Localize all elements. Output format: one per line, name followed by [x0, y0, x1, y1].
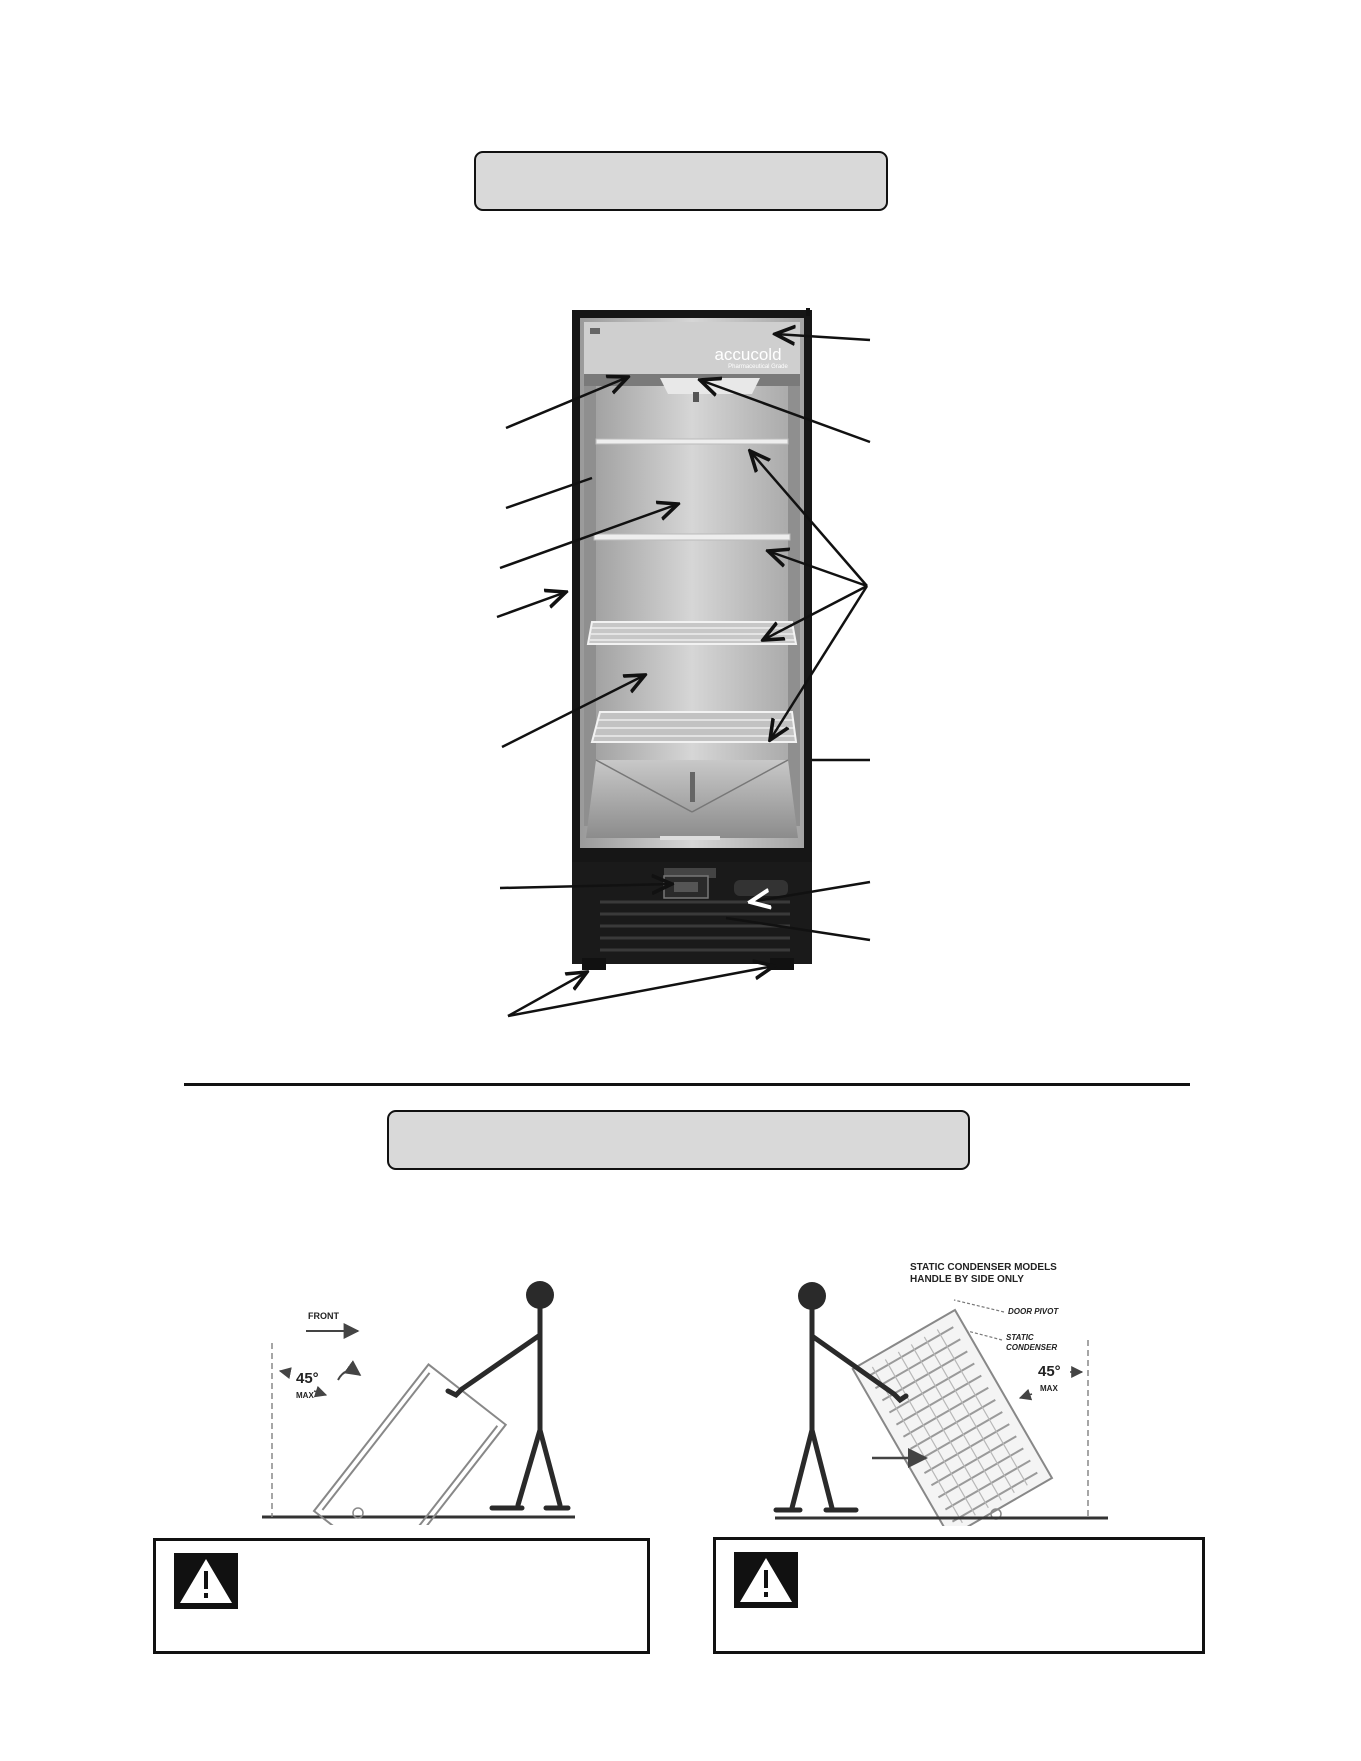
refrigerator-diagram	[0, 290, 1361, 1030]
logo-text: accucold	[714, 345, 782, 364]
warning-box-right	[713, 1537, 1205, 1654]
handling-diagram-front	[250, 1265, 590, 1525]
static-condenser-label-1: STATIC	[1006, 1333, 1034, 1342]
static-heading-line1: STATIC CONDENSER MODELS	[910, 1262, 1057, 1273]
door-pivot-label: DOOR PIVOT	[1008, 1307, 1059, 1316]
section-title-box-handling	[387, 1110, 970, 1170]
shelf-4	[592, 712, 796, 742]
shelf-3	[588, 622, 796, 644]
front-label: FRONT	[308, 1311, 339, 1321]
shelf-2	[594, 534, 790, 540]
angle-label-right: 45°	[1038, 1363, 1061, 1380]
section-divider	[184, 1083, 1190, 1086]
angle-label-left: 45°	[296, 1370, 319, 1387]
warning-triangle-icon	[734, 1552, 798, 1608]
shelf-1	[596, 439, 788, 444]
section-title-box-parts	[474, 151, 888, 211]
warning-box-left	[153, 1538, 650, 1654]
angle-unit-left: MAX	[296, 1391, 314, 1400]
handling-diagram-side	[770, 1258, 1120, 1526]
static-condenser-label-2: CONDENSER	[1006, 1343, 1058, 1352]
logo-subtext: Pharmaceutical Grade	[728, 364, 788, 370]
static-heading-line2: HANDLE BY SIDE ONLY	[910, 1274, 1024, 1285]
angle-unit-right: MAX	[1040, 1384, 1058, 1393]
warning-triangle-icon	[174, 1553, 238, 1609]
